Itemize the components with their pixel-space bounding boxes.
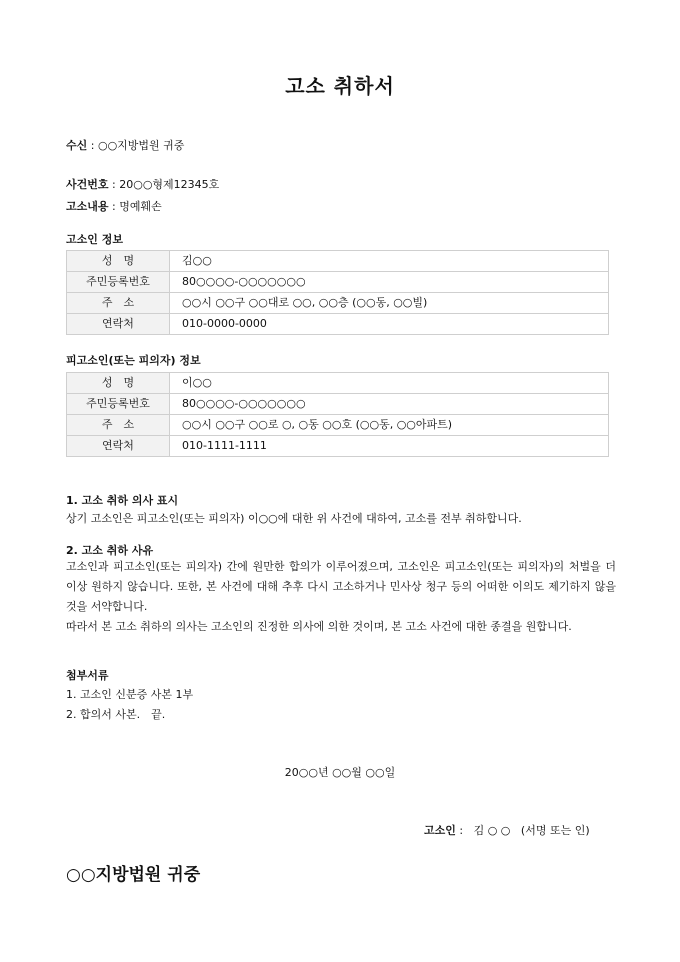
recipient-sep: :	[87, 139, 98, 152]
case-content-value: 명예훼손	[119, 200, 162, 213]
attachments-heading: 첨부서류	[66, 669, 109, 682]
row-label: 주민등록번호	[67, 272, 170, 293]
case-number-line	[66, 176, 219, 192]
section2-paragraph-1: 고소인과 피고소인(또는 피의자) 간에 원만한 합의가 이루어졌으며, 고소인은 피고소인(또는 피의자)의 처벌을 더 이상 원하지 않습니다. 또한, 본 사건에 대해 추후 다시 고소하거나 민사상 청구 등의 어떠한 이의도 제기하지 않을 것을 서약합니다.	[66, 560, 616, 613]
court-addressee: ○○지방법원 귀중	[66, 865, 201, 885]
row-value: 80○○○○-○○○○○○○	[170, 394, 609, 415]
document-date: 20○○년 ○○월 ○○일	[284, 766, 396, 779]
case-number-label: 사건번호	[66, 178, 109, 191]
section1-paragraph: 상기 고소인은 피고소인(또는 피의자) 이○○에 대한 위 사건에 대하여, 고소를 전부 취하합니다.	[66, 512, 522, 525]
row-label: 성 명	[67, 373, 170, 394]
row-label: 연락처	[67, 314, 170, 335]
recipient-line	[66, 137, 184, 153]
row-value: ○○시 ○○구 ○○대로 ○○, ○○층 (○○동, ○○빌)	[170, 293, 609, 314]
row-value: 김○○	[170, 251, 609, 272]
recipient-value: ○○지방법원 귀중	[97, 139, 185, 152]
row-value: ○○시 ○○구 ○○로 ○, ○동 ○○호 (○○동, ○○아파트)	[170, 415, 609, 436]
section2-paragraph-2: 따라서 본 고소 취하의 의사는 고소인의 진정한 의사에 의한 것이며, 본 고소 사건에 대한 종결을 원합니다.	[66, 620, 572, 633]
section2-text	[66, 557, 616, 637]
row-label: 성 명	[67, 251, 170, 272]
case-content-label: 고소내용	[66, 200, 109, 213]
row-label: 연락처	[67, 436, 170, 457]
attachment-item-1: 1. 고소인 신분증 사본 1부	[66, 688, 194, 701]
row-value: 010-0000-0000	[170, 314, 609, 335]
table-row	[67, 272, 609, 293]
row-label: 주 소	[67, 415, 170, 436]
table-row	[67, 436, 609, 457]
section1-text	[66, 509, 616, 529]
attachment-item-2: 2. 합의서 사본. 끝.	[66, 708, 166, 721]
signature-line	[424, 822, 590, 838]
accused-table	[66, 372, 609, 457]
recipient-label: 수신	[66, 139, 88, 152]
document-title: 고소 취하서	[285, 74, 395, 98]
complainant-heading: 고소인 정보	[66, 233, 123, 246]
row-value: 80○○○○-○○○○○○○	[170, 272, 609, 293]
case-content-sep: :	[108, 200, 120, 213]
case-content-line	[66, 198, 162, 214]
row-label: 주 소	[67, 293, 170, 314]
table-row	[67, 314, 609, 335]
signature-sep: :	[455, 824, 467, 837]
row-value: 이○○	[170, 373, 609, 394]
row-value: 010-1111-1111	[170, 436, 609, 457]
signature-name: 김 ○ ○	[473, 824, 511, 837]
section1-heading: 1. 고소 취하 의사 표시	[66, 494, 179, 507]
section2-heading: 2. 고소 취하 사유	[66, 544, 154, 557]
table-row	[67, 293, 609, 314]
case-number-sep: :	[108, 178, 120, 191]
table-row	[67, 251, 609, 272]
table-row	[67, 394, 609, 415]
signature-note: (서명 또는 인)	[520, 824, 590, 837]
row-label: 주민등록번호	[67, 394, 170, 415]
complainant-table	[66, 250, 609, 335]
accused-heading: 피고소인(또는 피의자) 정보	[66, 354, 201, 367]
signature-label: 고소인	[424, 824, 456, 837]
table-row	[67, 415, 609, 436]
table-row	[67, 373, 609, 394]
case-number-value: 20○○형제12345호	[119, 178, 220, 191]
